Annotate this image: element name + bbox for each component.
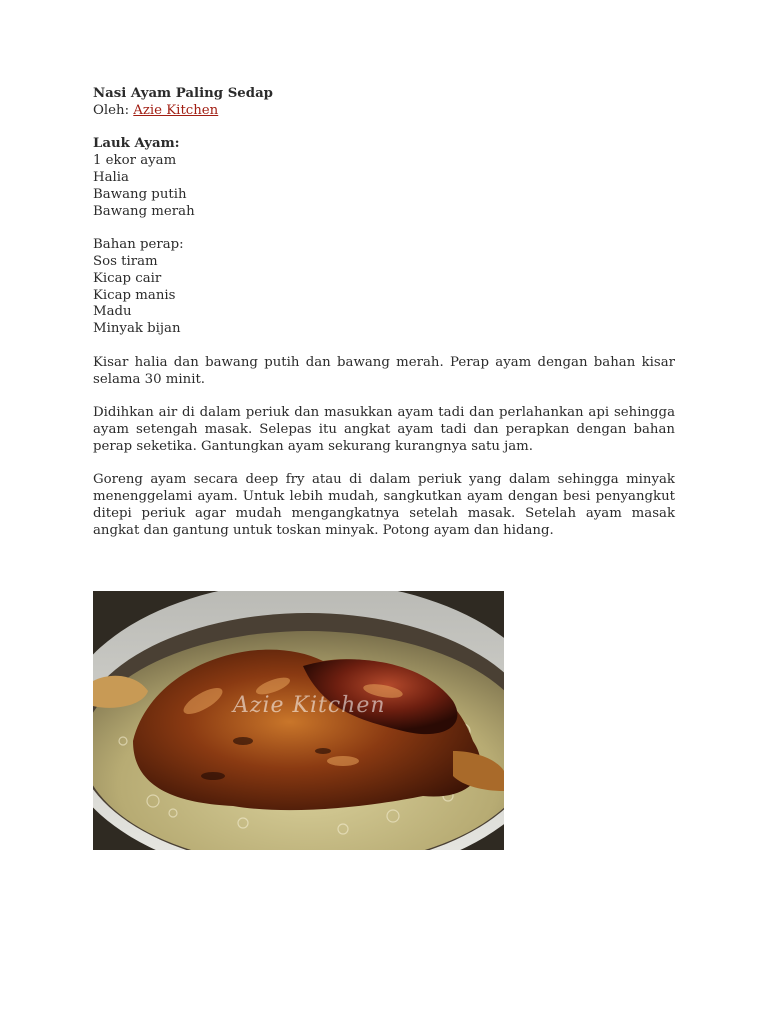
lauk-item: 1 ekor ayam — [93, 153, 177, 169]
perap-item: Sos tiram — [93, 253, 158, 269]
author-line — [93, 103, 675, 120]
author-prefix: Oleh: — [93, 102, 134, 118]
fried-chicken-illustration — [93, 591, 504, 850]
perap-item: Kicap manis — [93, 287, 176, 303]
lauk-item: Halia — [93, 169, 129, 185]
perap-item: Madu — [93, 304, 132, 320]
perap-item: Kicap cair — [93, 270, 162, 286]
perap-item: Minyak bijan — [93, 321, 181, 337]
recipe-document — [93, 86, 675, 540]
author-link[interactable]: Azie Kitchen — [133, 102, 219, 118]
perap-heading: Bahan perap: — [93, 237, 184, 253]
lauk-heading: Lauk Ayam: — [93, 136, 180, 152]
lauk-item: Bawang merah — [93, 203, 195, 219]
step-paragraph: Didihkan air di dalam periuk dan masukkan ayam tadi dan perlahankan api sehingga ayam setengah masak. Selepas itu angkat ayam tadi dan perapkan dengan bahan perap seketika. Gantungkan ayam sekurang kurangnya satu jam. — [93, 405, 675, 454]
step-paragraph: Goreng ayam secara deep fry atau di dalam periuk yang dalam sehingga minyak menenggelami ayam. Untuk lebih mudah, sangkutkan ayam dengan besi penyangkut ditepi periuk agar mudah mengangkatnya setelah masak. Setelah ayam masak angkat dan gantung untuk toskan minyak. Potong ayam dan hidang. — [93, 472, 675, 538]
photo-watermark: Azie Kitchen — [233, 693, 386, 718]
lauk-item: Bawang putih — [93, 186, 187, 202]
fried-chicken-photo — [93, 591, 504, 850]
recipe-title: Nasi Ayam Paling Sedap — [93, 86, 273, 101]
step-paragraph: Kisar halia dan bawang putih dan bawang merah. Perap ayam dengan bahan kisar selama 30 minit. — [93, 354, 675, 387]
